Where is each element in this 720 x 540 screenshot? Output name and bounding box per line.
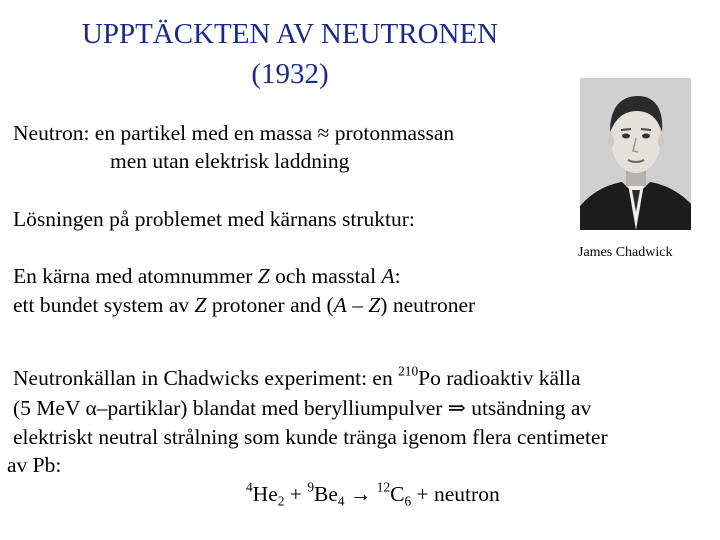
page-title: UPPTÄCKTEN AV NEUTRONEN — [81, 18, 499, 50]
chadwick-portrait — [580, 78, 691, 230]
nucleus-line1: En kärna med atomnummer Z och masstal A: — [13, 264, 401, 288]
he-mass-number: 4 — [246, 479, 253, 495]
source-line3: elektriskt neutral strålning som kunde tränga igenom flera centimeter — [13, 425, 608, 449]
reaction-equation: $^4He_2 + ^9Be_4 \to ^{12}C_6$ + neutron — [246, 479, 500, 509]
c-atomic-number: 6 — [404, 493, 412, 509]
po-mass-number: 210 — [398, 363, 419, 379]
source-line1: Neutronkällan in Chadwicks experiment: en $^{210}$Po radioaktiv källa — [13, 363, 581, 390]
var-a: A — [381, 264, 395, 288]
photo-caption: James Chadwick — [578, 245, 673, 260]
be-atomic-number: 4 — [337, 493, 345, 509]
source-line4: av Pb: — [7, 453, 62, 477]
page-title-year: (1932) — [251, 58, 329, 90]
he-atomic-number: 2 — [277, 493, 285, 509]
alpha-symbol: α — [85, 396, 97, 420]
var-z: Z — [257, 264, 270, 288]
source-line2: (5 MeV α–partiklar) blandat med berylliumpulver ⇒ utsändning av — [13, 396, 592, 420]
neutron-definition-line2: men utan elektrisk laddning — [110, 149, 350, 173]
problem-statement: Lösningen på problemet med kärnans struktur: — [13, 207, 415, 231]
neutron-definition-line1: Neutron: en partikel med en massa ≈ protonmassan — [13, 121, 455, 145]
reaction-arrow-icon: → — [349, 482, 372, 506]
nucleus-line2: ett bundet system av Z protoner and (A – Z) neutroner — [13, 293, 476, 317]
approx-symbol: ≈ — [317, 121, 330, 145]
be-mass-number: 9 — [307, 479, 314, 495]
portrait-image — [580, 78, 691, 230]
implies-arrow-icon: ⇒ — [447, 396, 466, 420]
c-mass-number: 12 — [376, 479, 391, 495]
